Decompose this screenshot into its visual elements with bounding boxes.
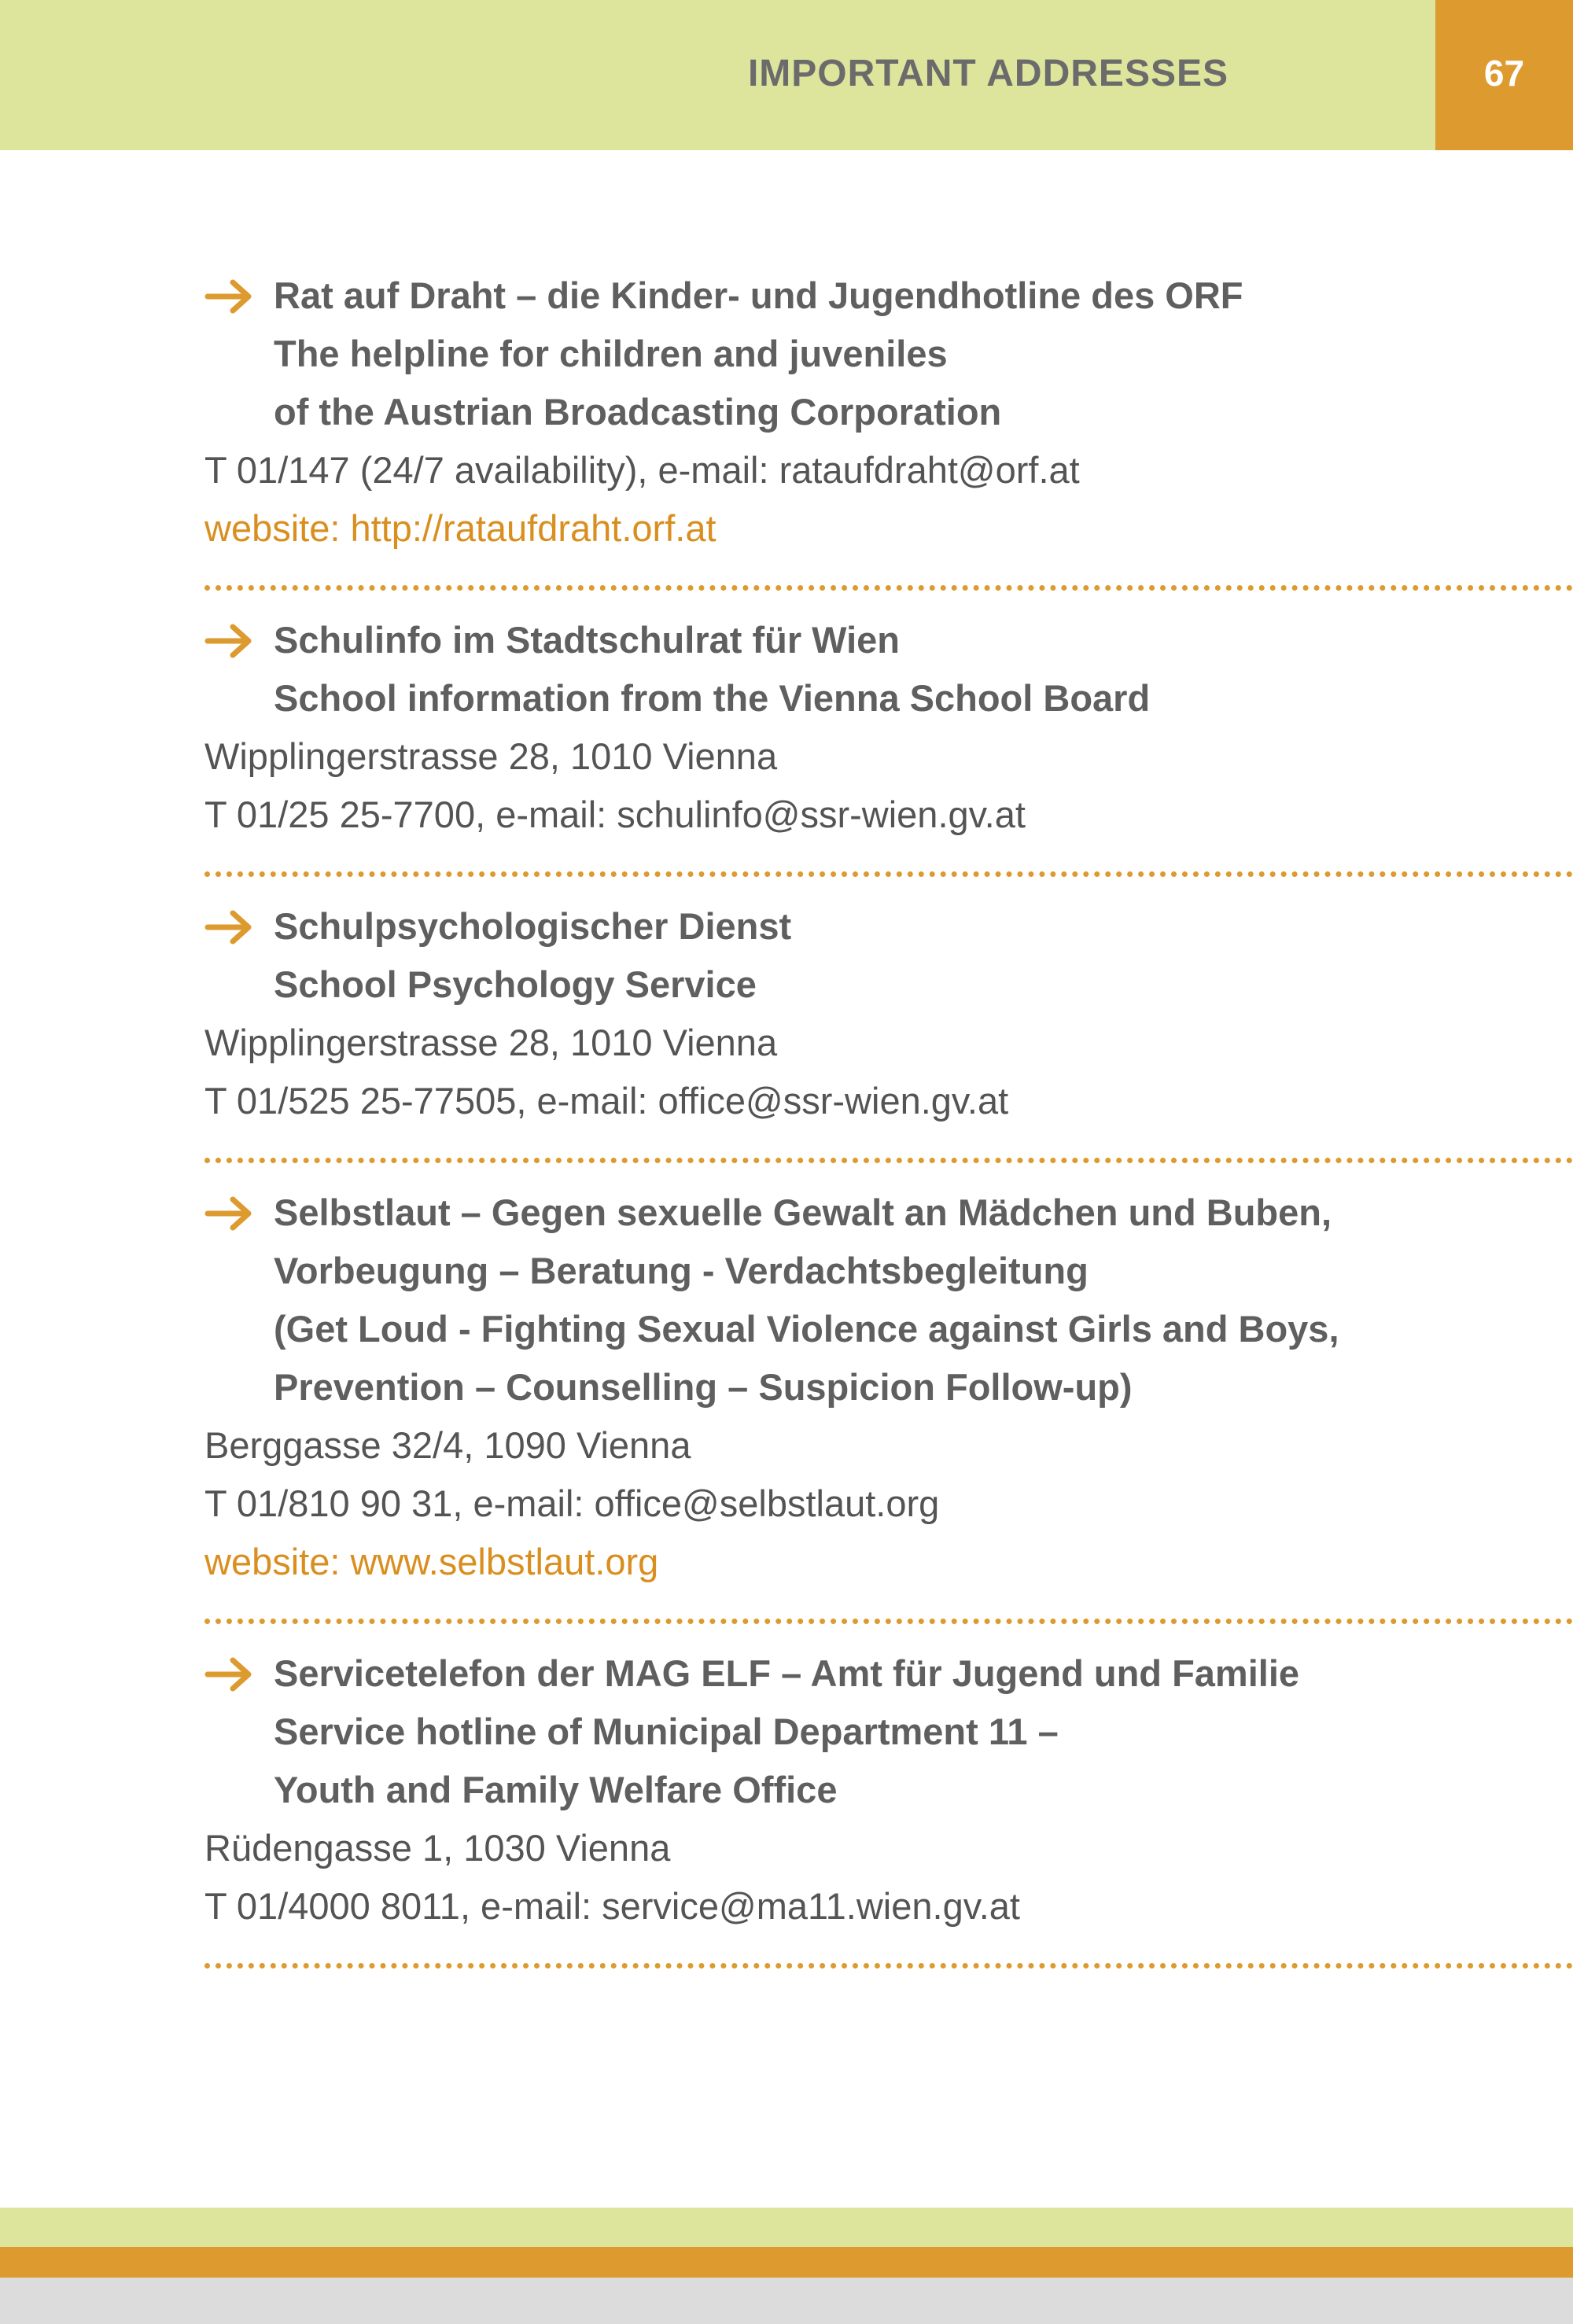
entry-title-line: Service hotline of Municipal Department 11 – <box>274 1711 1059 1752</box>
contact-line: T 01/25 25-7700, e-mail: schulinfo@ssr-wien.gv.at <box>204 794 1026 835</box>
footer-band-grey <box>0 2278 1573 2324</box>
dotted-divider <box>204 1619 1573 1624</box>
address-line: Wipplingerstrasse 28, 1010 Vienna <box>204 1022 778 1063</box>
dotted-divider <box>204 1963 1573 1969</box>
entry-title-line: The helpline for children and juveniles <box>274 333 948 374</box>
website-link[interactable]: website: www.selbstlaut.org <box>204 1541 659 1582</box>
page-number-box <box>1435 0 1573 150</box>
contact-line: T 01/4000 8011, e-mail: service@ma11.wien.gv.at <box>204 1885 1020 1927</box>
dotted-divider <box>204 1158 1573 1163</box>
entry-title-line: Rat auf Draht – die Kinder- und Jugendhotline des ORF <box>274 274 1243 316</box>
entry-title-line: Selbstlaut – Gegen sexuelle Gewalt an Mädchen und Buben, <box>274 1191 1332 1233</box>
entry-title-line: (Get Loud - Fighting Sexual Violence against Girls and Boys, <box>274 1308 1339 1350</box>
address-entry <box>204 1177 1573 1591</box>
header-band <box>0 0 1435 150</box>
address-entry <box>204 1638 1573 1935</box>
address-list <box>204 260 1573 1983</box>
entry-heading <box>204 1644 1573 1819</box>
address-entry <box>204 891 1573 1130</box>
entry-heading <box>204 267 1573 441</box>
website-link[interactable]: website: http://rataufdraht.orf.at <box>204 507 717 549</box>
entry-title-line: Youth and Family Welfare Office <box>274 1769 838 1810</box>
dotted-divider <box>204 871 1573 877</box>
address-line: Rüdengasse 1, 1030 Vienna <box>204 1827 671 1869</box>
contact-line: T 01/810 90 31, e-mail: office@selbstlaut.org <box>204 1482 940 1524</box>
section-title: IMPORTANT ADDRESSES <box>747 53 1229 94</box>
entry-title-line: Schulpsychologischer Dienst <box>274 905 792 947</box>
arrow-right-icon <box>204 622 255 660</box>
entry-title-line: Vorbeugung – Beratung - Verdachtsbegleitung <box>274 1250 1089 1291</box>
dotted-divider <box>204 585 1573 591</box>
entry-title-line: Servicetelefon der MAG ELF – Amt für Jugend und Familie <box>274 1652 1300 1694</box>
entry-heading <box>204 611 1573 727</box>
entry-title-line: of the Austrian Broadcasting Corporation <box>274 391 1002 433</box>
footer-band-green <box>0 2208 1573 2247</box>
arrow-right-icon <box>204 1656 255 1693</box>
entry-title-line: Prevention – Counselling – Suspicion Follow-up) <box>274 1366 1133 1408</box>
arrow-right-icon <box>204 278 255 315</box>
address-line: Berggasse 32/4, 1090 Vienna <box>204 1424 691 1466</box>
footer-band-orange <box>0 2247 1573 2278</box>
entry-title-line: Schulinfo im Stadtschulrat für Wien <box>274 619 901 661</box>
contact-line: T 01/525 25-77505, e-mail: office@ssr-wien.gv.at <box>204 1080 1009 1121</box>
page-number: 67 <box>1483 53 1525 94</box>
arrow-right-icon <box>204 908 255 946</box>
address-entry <box>204 605 1573 844</box>
entry-title-line: School information from the Vienna School Board <box>274 677 1151 719</box>
contact-line: T 01/147 (24/7 availability), e-mail: rataufdraht@orf.at <box>204 449 1080 491</box>
address-entry <box>204 260 1573 558</box>
arrow-right-icon <box>204 1195 255 1232</box>
entry-heading <box>204 897 1573 1014</box>
address-line: Wipplingerstrasse 28, 1010 Vienna <box>204 735 778 777</box>
entry-title-line: School Psychology Service <box>274 963 757 1005</box>
entry-heading <box>204 1184 1573 1416</box>
